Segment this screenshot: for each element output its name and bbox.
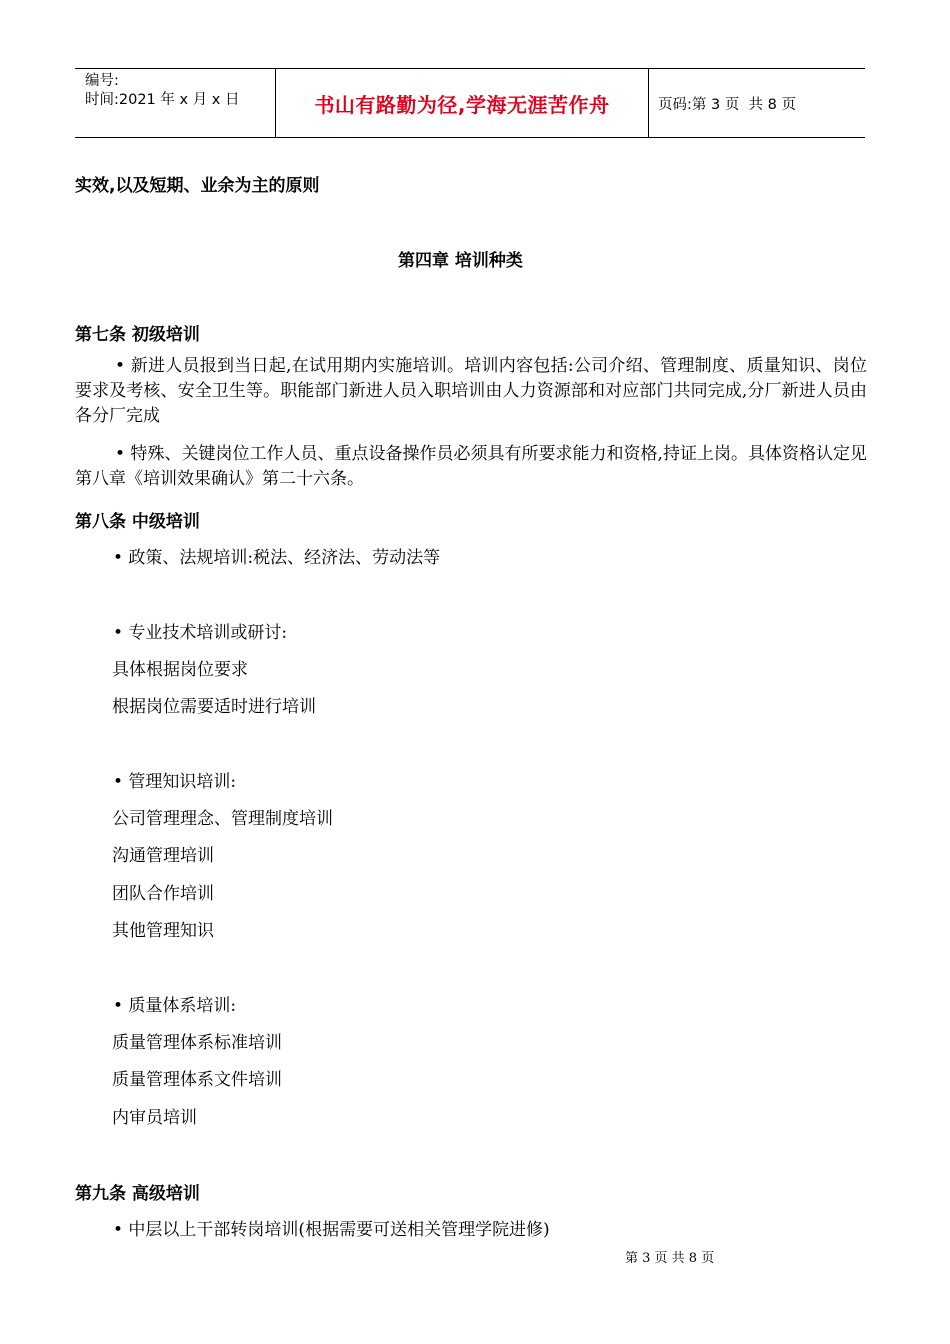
article-7-paragraph-2: • 特殊、关键岗位工作人员、重点设备操作员必须具有所要求能力和资格,持证上岗。具体资格认定见第八章《培训效果确认》第二十六条。 <box>75 444 867 489</box>
article-8-title: 第八条 中级培训 <box>75 512 200 532</box>
chapter-title: 第四章 培训种类 <box>398 251 523 271</box>
page-footer: 第 3 页 共 8 页 <box>625 1251 715 1266</box>
header-page-info <box>649 69 865 137</box>
list-item: 具体根据岗位要求 <box>112 660 248 680</box>
list-item: 其他管理知识 <box>112 921 214 941</box>
article-9-title: 第九条 高级培训 <box>75 1184 200 1204</box>
intro-line: 实效,以及短期、业余为主的原则 <box>75 176 320 196</box>
list-item: 根据岗位需要适时进行培训 <box>112 697 316 717</box>
header-motto: 书山有路勤为径,学海无涯苦作舟 <box>276 69 649 137</box>
article-8-bullet-3: • 管理知识培训: <box>113 772 237 792</box>
list-item: 团队合作培训 <box>112 884 214 904</box>
list-item: 内审员培训 <box>112 1108 197 1128</box>
article-7-paragraph-1: • 新进人员报到当日起,在试用期内实施培训。培训内容包括:公司介绍、管理制度、质量知识、岗位要求及考核、安全卫生等。职能部门新进人员入职培训由人力资源部和对应部门共同完成,分厂新进人员由各分厂完成 <box>75 356 867 426</box>
document-header <box>75 68 865 138</box>
document-time-label: 时间:2021 年 x 月 x 日 <box>85 92 240 108</box>
article-8-bullet-1: • 政策、法规培训:税法、经济法、劳动法等 <box>113 548 441 568</box>
article-9-bullet-1: • 中层以上干部转岗培训(根据需要可送相关管理学院进修) <box>113 1220 550 1240</box>
list-item: 质量管理体系标准培训 <box>112 1033 282 1053</box>
article-8-bullet-4: • 质量体系培训: <box>113 996 237 1016</box>
document-number-label: 编号: <box>85 73 119 89</box>
article-8-bullet-2: • 专业技术培训或研讨: <box>113 623 288 643</box>
list-item: 沟通管理培训 <box>112 846 214 866</box>
list-item: 质量管理体系文件培训 <box>112 1070 282 1090</box>
article-7-title: 第七条 初级培训 <box>75 325 200 345</box>
header-meta <box>75 69 276 137</box>
page-info-text: 页码:第 3 页 共 8 页 <box>658 96 796 113</box>
list-item: 公司管理理念、管理制度培训 <box>112 809 333 829</box>
